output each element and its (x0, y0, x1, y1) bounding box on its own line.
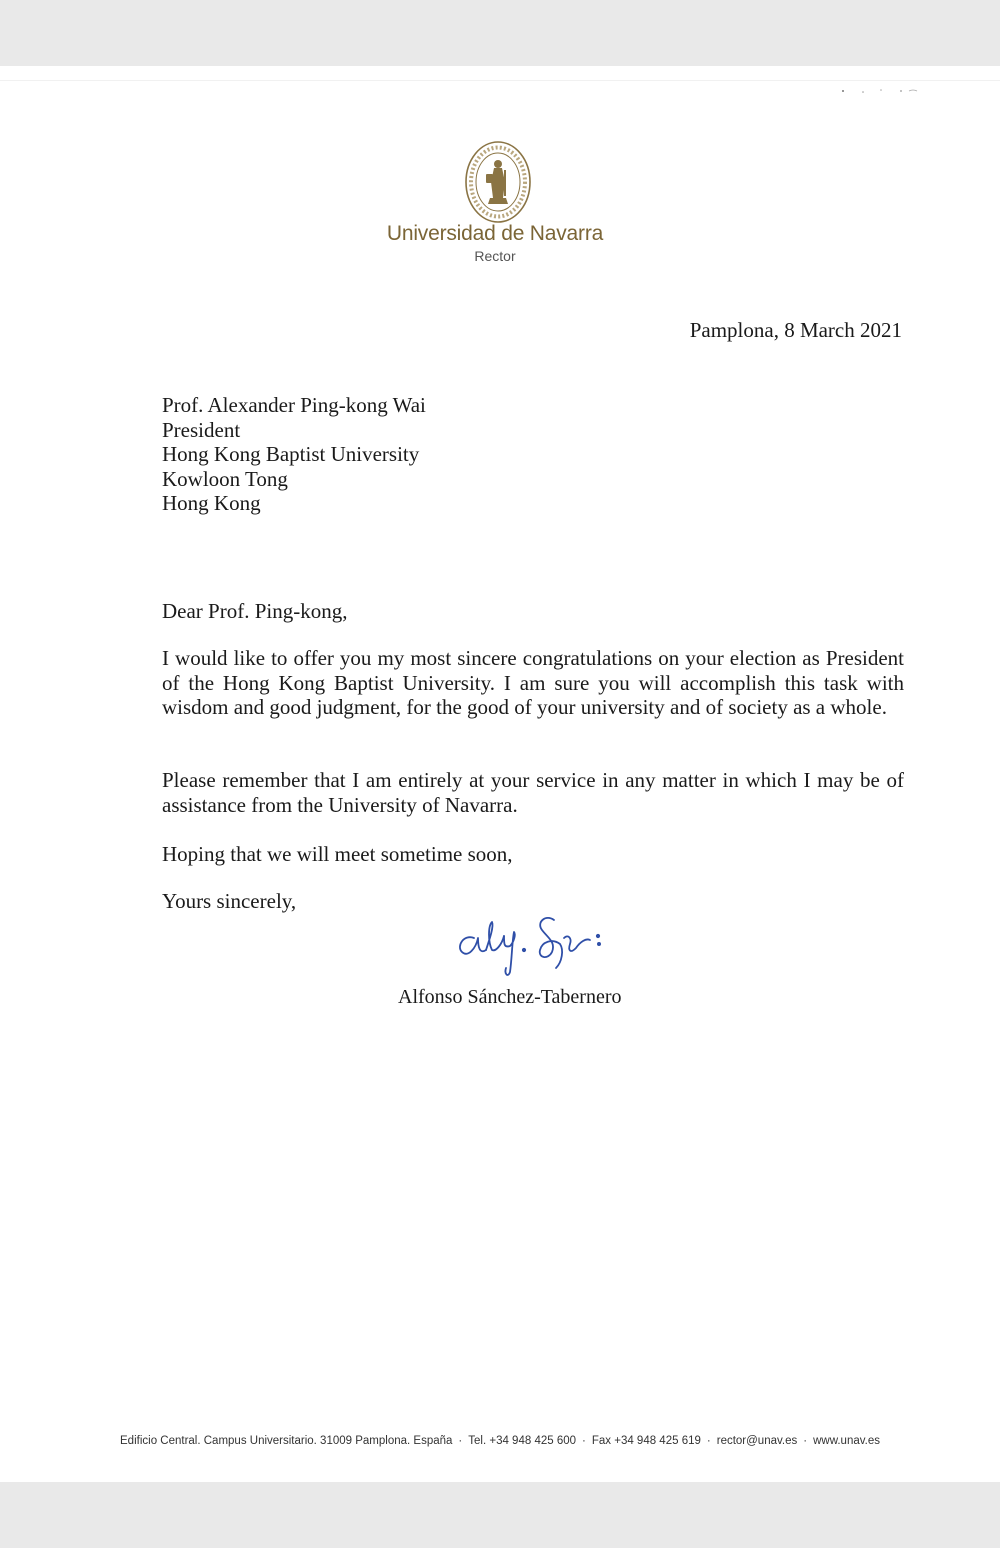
handwritten-signature (452, 908, 612, 982)
institution-name: Universidad de Navarra (386, 222, 604, 245)
recipient-title: President (162, 417, 241, 442)
footer-website: www.unav.es (813, 1435, 880, 1447)
date-line: Pamplona, 8 March 2021 (689, 318, 902, 342)
office-title: Rector (474, 248, 516, 264)
footer-separator: · (706, 1435, 711, 1447)
recipient-name: Prof. Alexander Ping-kong Wai (162, 393, 426, 417)
closing: Yours sincerely, (162, 889, 297, 913)
footer-email: rector@unav.es (716, 1435, 798, 1447)
recipient-district: Kowloon Tong (162, 466, 288, 491)
scan-specks (835, 86, 925, 96)
body-paragraph: Hoping that we will meet sometime soon, (162, 842, 513, 866)
body-paragraph: I would like to offer you my most sincere congratulations on your election as President of the Hong Kong Baptist University. I am sure you will accomplish this task with wisdom and good judgment, for the good of your university and of society as a whole. (162, 646, 904, 719)
footer-separator: · (458, 1435, 463, 1447)
signer-name: Alfonso Sánchez-Tabernero (398, 986, 622, 1008)
recipient-city: Hong Kong (162, 491, 261, 515)
letterhead-footer (0, 1435, 1000, 1447)
footer-fax: Fax +34 948 425 619 (591, 1435, 701, 1447)
footer-phone: Tel. +34 948 425 600 (468, 1435, 577, 1447)
salutation: Dear Prof. Ping-kong, (162, 599, 348, 623)
university-seal-logo (464, 140, 532, 224)
letter-page (0, 66, 1000, 1482)
recipient-address (162, 393, 426, 516)
recipient-organization: Hong Kong Baptist University (162, 442, 420, 466)
footer-separator: · (803, 1435, 808, 1447)
footer-address: Edificio Central. Campus Universitario. 31009 Pamplona. España (120, 1435, 453, 1447)
footer-separator: · (582, 1435, 586, 1447)
body-paragraph: Please remember that I am entirely at your service in any matter in which I may be of assistance from the University of Navarra. (162, 768, 904, 817)
